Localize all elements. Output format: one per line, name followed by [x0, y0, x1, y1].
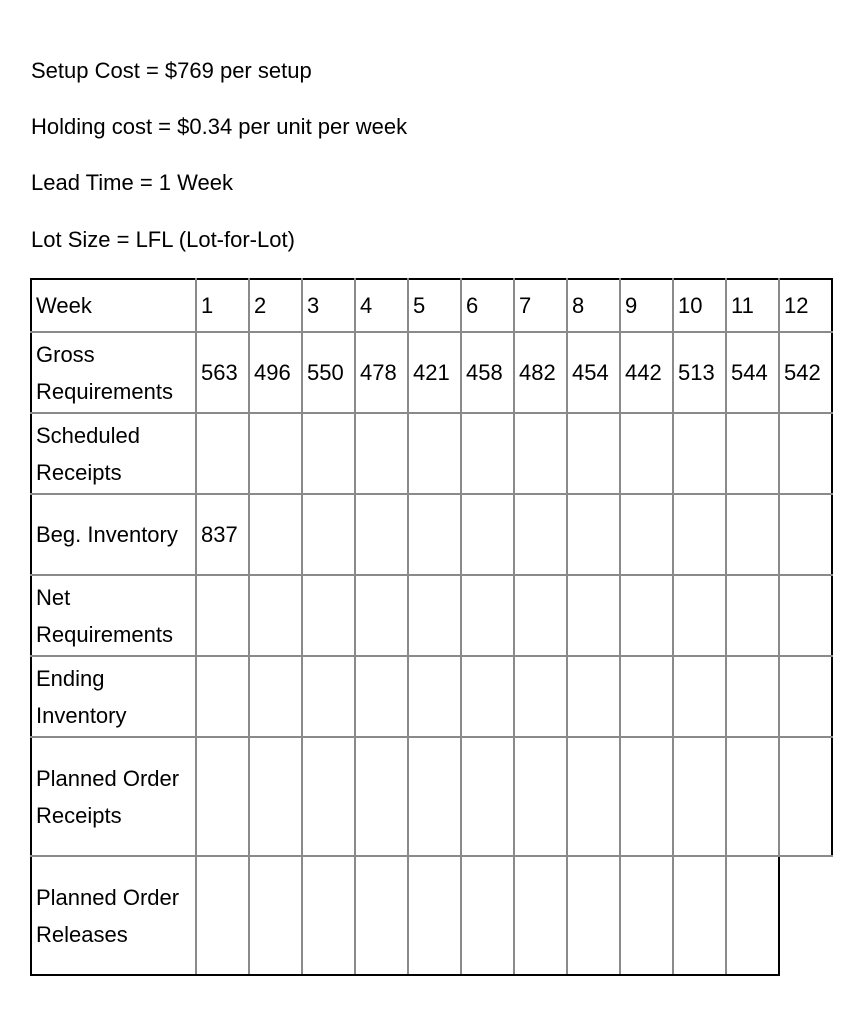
table-cell — [355, 413, 408, 494]
table-cell: 542 — [779, 332, 832, 413]
table-cell — [408, 413, 461, 494]
table-cell — [514, 494, 567, 575]
table-cell — [196, 575, 249, 656]
table-cell: 421 — [408, 332, 461, 413]
table-cell — [302, 656, 355, 737]
table-cell: 482 — [514, 332, 567, 413]
empty-cell — [779, 856, 832, 975]
week-number: 4 — [355, 279, 408, 332]
table-cell: 550 — [302, 332, 355, 413]
table-cell — [461, 575, 514, 656]
row-label: Gross Requirements — [31, 332, 196, 413]
table-cell — [779, 656, 832, 737]
week-number: 6 — [461, 279, 514, 332]
table-cell — [514, 856, 567, 975]
table-cell — [726, 856, 779, 975]
table-cell — [408, 575, 461, 656]
table-cell — [673, 575, 726, 656]
table-cell — [249, 656, 302, 737]
table-cell — [620, 575, 673, 656]
table-cell — [461, 856, 514, 975]
table-cell: 544 — [726, 332, 779, 413]
row-label: Net Requirements — [31, 575, 196, 656]
table-cell — [514, 737, 567, 856]
table-cell: 478 — [355, 332, 408, 413]
scheduled-receipts-row — [31, 413, 832, 494]
table-cell — [779, 413, 832, 494]
mrp-table — [30, 278, 833, 976]
week-number: 8 — [567, 279, 620, 332]
table-cell — [726, 494, 779, 575]
table-cell — [620, 494, 673, 575]
planned-order-receipts-row — [31, 737, 832, 856]
table-cell — [567, 737, 620, 856]
table-cell — [567, 575, 620, 656]
week-number: 2 — [249, 279, 302, 332]
table-cell — [355, 494, 408, 575]
week-number: 5 — [408, 279, 461, 332]
table-cell: 442 — [620, 332, 673, 413]
table-cell — [514, 575, 567, 656]
week-number: 12 — [779, 279, 832, 332]
table-cell — [355, 856, 408, 975]
table-cell — [302, 737, 355, 856]
table-cell — [461, 656, 514, 737]
week-number: 3 — [302, 279, 355, 332]
table-cell — [620, 656, 673, 737]
row-label: Beg. Inventory — [31, 494, 196, 575]
table-cell — [249, 856, 302, 975]
setup-cost-text: Setup Cost = $769 per setup — [31, 58, 312, 83]
table-cell — [779, 494, 832, 575]
table-cell — [196, 856, 249, 975]
table-cell — [779, 737, 832, 856]
table-cell — [302, 413, 355, 494]
table-cell — [249, 413, 302, 494]
table-cell — [620, 413, 673, 494]
ending-inventory-row — [31, 656, 832, 737]
table-cell — [355, 575, 408, 656]
week-number: 11 — [726, 279, 779, 332]
week-number: 1 — [196, 279, 249, 332]
table-cell — [196, 413, 249, 494]
planned-order-releases-row — [31, 856, 832, 975]
table-cell — [726, 656, 779, 737]
table-cell — [249, 575, 302, 656]
table-cell — [726, 413, 779, 494]
gross-requirements-row — [31, 332, 832, 413]
net-requirements-row — [31, 575, 832, 656]
table-cell — [196, 656, 249, 737]
table-cell — [249, 737, 302, 856]
beginning-inventory-row — [31, 494, 832, 575]
table-cell — [355, 656, 408, 737]
table-cell — [620, 856, 673, 975]
table-cell: 454 — [567, 332, 620, 413]
table-cell: 563 — [196, 332, 249, 413]
table-cell — [673, 856, 726, 975]
table-cell — [567, 494, 620, 575]
table-cell — [249, 494, 302, 575]
table-cell: 513 — [673, 332, 726, 413]
row-label: Planned Order Releases — [31, 856, 196, 975]
table-cell — [673, 413, 726, 494]
row-label: Ending Inventory — [31, 656, 196, 737]
table-cell — [302, 856, 355, 975]
table-cell — [355, 737, 408, 856]
table-cell — [779, 575, 832, 656]
table-cell — [726, 737, 779, 856]
row-label: Scheduled Receipts — [31, 413, 196, 494]
table-cell — [567, 413, 620, 494]
week-number: 7 — [514, 279, 567, 332]
table-cell — [514, 413, 567, 494]
table-cell — [302, 575, 355, 656]
lot-size-text: Lot Size = LFL (Lot-for-Lot) — [31, 227, 295, 252]
week-header-row — [31, 279, 832, 332]
row-label: Planned Order Receipts — [31, 737, 196, 856]
table-cell — [620, 737, 673, 856]
table-cell — [514, 656, 567, 737]
table-cell — [461, 413, 514, 494]
table-cell — [567, 656, 620, 737]
week-number: 9 — [620, 279, 673, 332]
table-cell — [461, 737, 514, 856]
table-cell — [196, 737, 249, 856]
table-cell — [673, 494, 726, 575]
table-cell — [408, 856, 461, 975]
table-cell — [461, 494, 514, 575]
table-cell — [567, 856, 620, 975]
table-cell — [673, 737, 726, 856]
table-cell: 496 — [249, 332, 302, 413]
table-cell: 458 — [461, 332, 514, 413]
holding-cost-text: Holding cost = $0.34 per unit per week — [31, 114, 408, 139]
week-number: 10 — [673, 279, 726, 332]
table-cell — [408, 737, 461, 856]
lead-time-text: Lead Time = 1 Week — [31, 170, 233, 195]
table-cell — [408, 494, 461, 575]
table-cell — [408, 656, 461, 737]
table-cell: 837 — [196, 494, 249, 575]
table-cell — [302, 494, 355, 575]
table-cell — [726, 575, 779, 656]
week-header-label: Week — [31, 279, 196, 332]
table-cell — [673, 656, 726, 737]
